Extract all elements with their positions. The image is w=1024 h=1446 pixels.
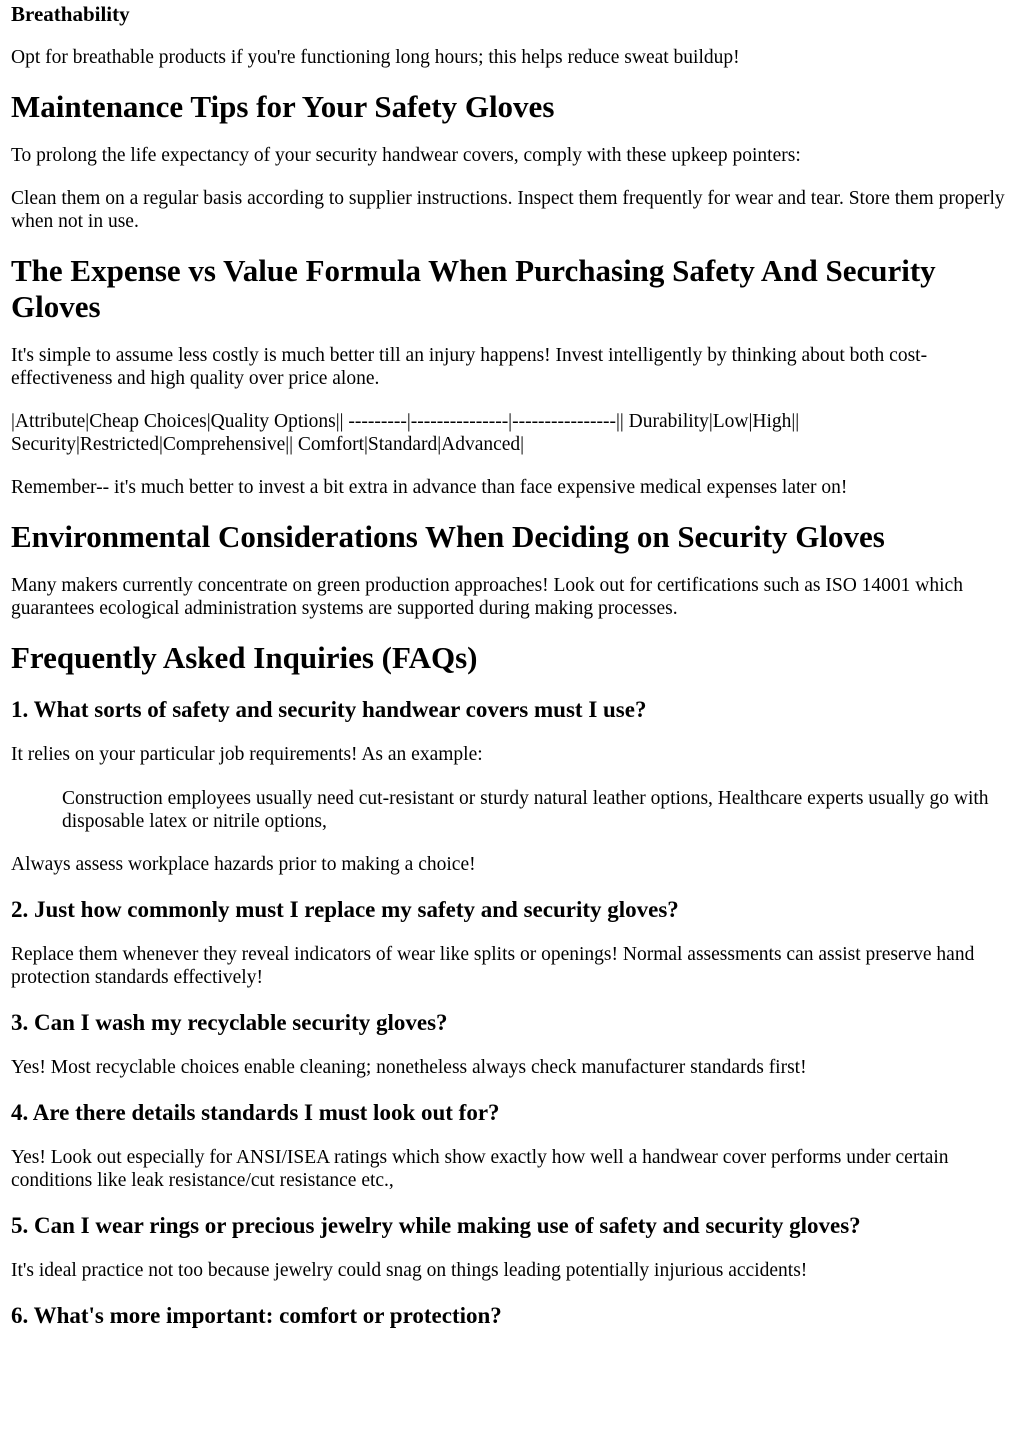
faq-question-4: 4. Are there details standards I must look out for? [11, 1100, 500, 1125]
faq-answer-4: Yes! Look out especially for ANSI/ISEA ratings which show exactly how well a handwear cover performs under certain conditions like leak resistance/cut resistance etc., [11, 1147, 949, 1191]
expense-remember: Remember-- it's much better to invest a bit extra in advance than face expensive medical expenses later on! [11, 477, 848, 498]
environment-heading: Environmental Considerations When Deciding on Security Gloves [11, 519, 885, 554]
faq-question-1: 1. What sorts of safety and security handwear covers must I use? [11, 697, 647, 722]
faq-quote-1: Construction employees usually need cut-resistant or sturdy natural leather options, Healthcare experts usually go with disposable latex or nitrile options, [62, 788, 989, 832]
expense-table-text: |Attribute|Cheap Choices|Quality Options|| ---------|---------------|----------------|| Durability|Low|High|| Security|Restricted|Comprehensive|| Comfort|Standard|Advanced| [11, 411, 800, 455]
maintenance-intro: To prolong the life expectancy of your security handwear covers, comply with these upkeep pointers: [11, 145, 801, 166]
expense-intro: It's simple to assume less costly is much better till an injury happens! Invest intelligently by thinking about both cost-effectiveness and high quality over price alone. [11, 345, 928, 389]
faq-question-2: 2. Just how commonly must I replace my safety and security gloves? [11, 897, 679, 922]
environment-text: Many makers currently concentrate on green production approaches! Look out for certifications such as ISO 14001 which guarantees ecological administration systems are supported during making processes. [11, 575, 963, 619]
breathability-heading: Breathability [11, 2, 130, 26]
breathability-text: Opt for breathable products if you're functioning long hours; this helps reduce sweat buildup! [11, 47, 740, 68]
faq-question-6: 6. What's more important: comfort or protection? [11, 1303, 502, 1328]
faq-note-1: Always assess workplace hazards prior to making a choice! [11, 854, 476, 875]
faq-answer-5: It's ideal practice not too because jewelry could snag on things leading potentially injurious accidents! [11, 1260, 808, 1281]
faq-question-3: 3. Can I wash my recyclable security gloves? [11, 1010, 448, 1035]
faq-answer-1: It relies on your particular job requirements! As an example: [11, 744, 483, 765]
faq-heading: Frequently Asked Inquiries (FAQs) [11, 640, 478, 675]
maintenance-heading: Maintenance Tips for Your Safety Gloves [11, 89, 555, 124]
faq-answer-3: Yes! Most recyclable choices enable cleaning; nonetheless always check manufacturer standards first! [11, 1057, 807, 1078]
faq-answer-2: Replace them whenever they reveal indicators of wear like splits or openings! Normal assessments can assist preserve hand protection standards effectively! [11, 944, 975, 988]
maintenance-text: Clean them on a regular basis according to supplier instructions. Inspect them frequently for wear and tear. Store them properly when not in use. [11, 188, 1005, 232]
expense-heading: The Expense vs Value Formula When Purchasing Safety And Security Gloves [11, 253, 936, 324]
faq-question-5: 5. Can I wear rings or precious jewelry while making use of safety and security gloves? [11, 1213, 861, 1238]
